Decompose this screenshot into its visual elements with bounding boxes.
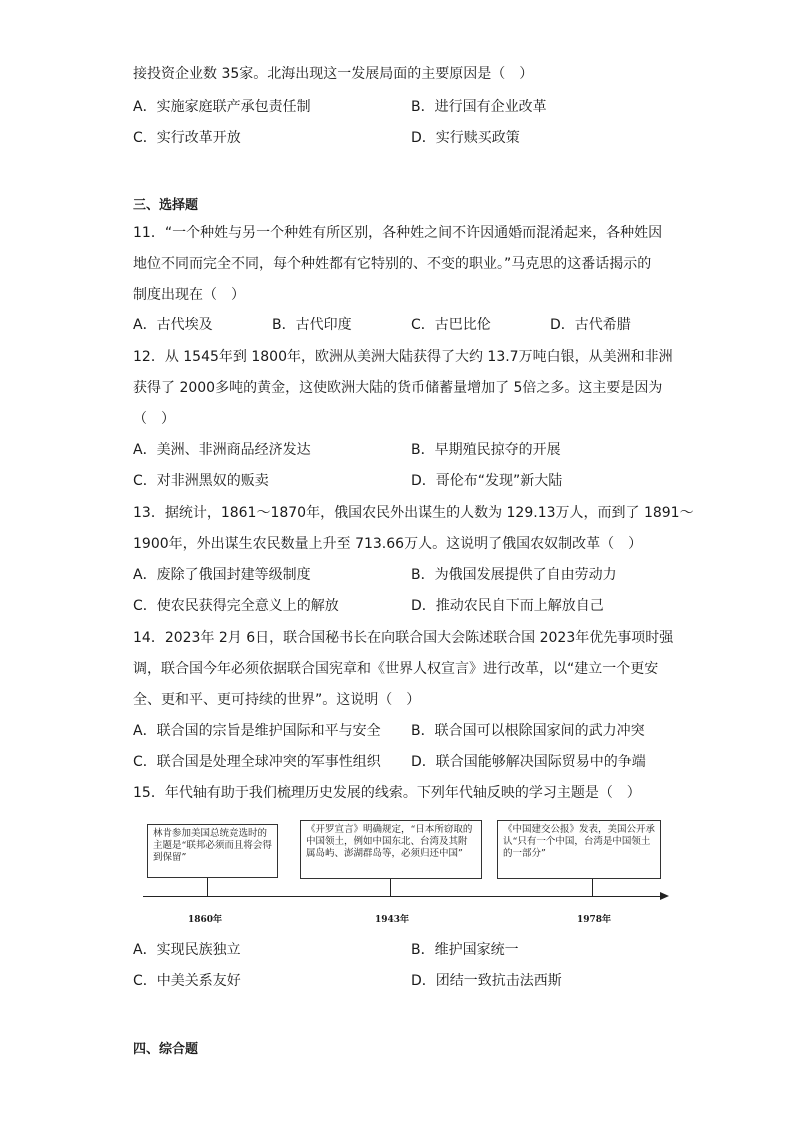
timeline-year-label: 1860年 bbox=[188, 915, 223, 925]
q12-option-c[interactable]: C．对非洲黑奴的贩卖 bbox=[133, 473, 269, 489]
q13-stem-line: 13．据统计，1861～1870年，俄国农民外出谋生的人数为 129.13万人，而到了 1891～ bbox=[133, 505, 694, 521]
q13-stem-line: 1900年，外出谋生农民数量上升至 713.66万人。这说明了俄国农奴制改革（ ） bbox=[133, 536, 643, 552]
timeline-arrow-icon bbox=[660, 892, 669, 900]
section-title: 四、综合题 bbox=[133, 1042, 199, 1057]
q10-stem: 接投资企业数 35家。北海出现这一发展局面的主要原因是（ ） bbox=[133, 66, 534, 82]
q12-option-b[interactable]: B．早期殖民掠夺的开展 bbox=[411, 442, 561, 458]
q12-option-a[interactable]: A．美洲、非洲商品经济发达 bbox=[133, 442, 311, 458]
q12-stem-line: 12．从 1545年到 1800年，欧洲从美洲大陆获得了大约 13.7万吨白银，从美洲和非洲 bbox=[133, 349, 673, 365]
q14-stem-line: 全、更和平、更可持续的世界”。这说明（ ） bbox=[133, 692, 421, 708]
q13-option-b[interactable]: B．为俄国发展提供了自由劳动力 bbox=[411, 567, 617, 583]
q14-stem-line: 14．2023年 2月 6日，联合国秘书长在向联合国大会陈述联合国 2023年优先事项时强 bbox=[133, 630, 674, 646]
q15-option-a[interactable]: A．实现民族独立 bbox=[133, 942, 241, 958]
q15-option-d[interactable]: D．团结一致抗击法西斯 bbox=[411, 973, 562, 989]
timeline-connector bbox=[592, 879, 593, 896]
q15-option-b[interactable]: B．维护国家统一 bbox=[411, 942, 519, 958]
q13-option-c[interactable]: C．使农民获得完全意义上的解放 bbox=[133, 598, 339, 614]
q14-option-d[interactable]: D．联合国能够解决国际贸易中的争端 bbox=[411, 754, 646, 770]
q10-option-c[interactable]: C．实行改革开放 bbox=[133, 130, 241, 146]
timeline-connector bbox=[207, 878, 208, 896]
q12-stem-line: 获得了 2000多吨的黄金，这使欧洲大陆的货币储蓄量增加了 5倍之多。这主要是因为 bbox=[133, 380, 663, 396]
timeline-year-label: 1943年 bbox=[375, 915, 410, 925]
timeline-event-box: 林肯参加美国总统竞选时的主题是“联邦必须而且将会得到保留” bbox=[147, 824, 278, 878]
timeline-event-box: 《中国建交公报》发表，美国公开承认“只有一个中国，台湾是中国领土的一部分” bbox=[497, 820, 661, 879]
q12-stem-line: （ ） bbox=[133, 411, 175, 427]
q12-option-d[interactable]: D．哥伦布“发现”新大陆 bbox=[411, 473, 563, 489]
q10-option-a[interactable]: A．实施家庭联产承包责任制 bbox=[133, 99, 311, 115]
q11-option-b[interactable]: B．古代印度 bbox=[272, 317, 352, 333]
q14-option-c[interactable]: C．联合国是处理全球冲突的军事性组织 bbox=[133, 754, 381, 770]
q14-option-b[interactable]: B．联合国可以根除国家间的武力冲突 bbox=[411, 723, 645, 739]
q14-stem-line: 调，联合国今年必须依据联合国宪章和《世界人权宣言》进行改革，以“建立一个更安 bbox=[133, 661, 659, 677]
q11-option-c[interactable]: C．古巴比伦 bbox=[411, 317, 491, 333]
q11-option-d[interactable]: D．古代希腊 bbox=[550, 317, 631, 333]
timeline-axis bbox=[143, 896, 663, 897]
q13-option-d[interactable]: D．推动农民自下而上解放自己 bbox=[411, 598, 604, 614]
q10-option-b[interactable]: B．进行国有企业改革 bbox=[411, 99, 547, 115]
timeline-connector bbox=[390, 879, 391, 896]
timeline-year-label: 1978年 bbox=[577, 915, 612, 925]
q15-option-c[interactable]: C．中美关系友好 bbox=[133, 973, 241, 989]
q11-stem-line: 制度出现在（ ） bbox=[133, 287, 245, 303]
timeline-event-box: 《开罗宣言》明确规定，“日本所窃取的中国领土，例如中国东北、台湾及其附属岛屿、澎湖群岛等，必须归还中国” bbox=[300, 820, 482, 879]
q11-option-a[interactable]: A．古代埃及 bbox=[133, 317, 213, 333]
q11-stem-line: 11．“一个种姓与另一个种姓有所区别，各种姓之间不许因通婚而混淆起来，各种姓因 bbox=[133, 225, 663, 241]
q11-stem-line: 地位不同而完全不同，每个种姓都有它特别的、不变的职业。”马克思的这番话揭示的 bbox=[133, 256, 652, 272]
q10-option-d[interactable]: D．实行赎买政策 bbox=[411, 130, 520, 146]
q15-stem-line: 15．年代轴有助于我们梳理历史发展的线索。下列年代轴反映的学习主题是（ ） bbox=[133, 785, 641, 801]
q13-option-a[interactable]: A．废除了俄国封建等级制度 bbox=[133, 567, 311, 583]
section-title: 三、选择题 bbox=[133, 198, 199, 213]
q14-option-a[interactable]: A．联合国的宗旨是维护国际和平与安全 bbox=[133, 723, 381, 739]
